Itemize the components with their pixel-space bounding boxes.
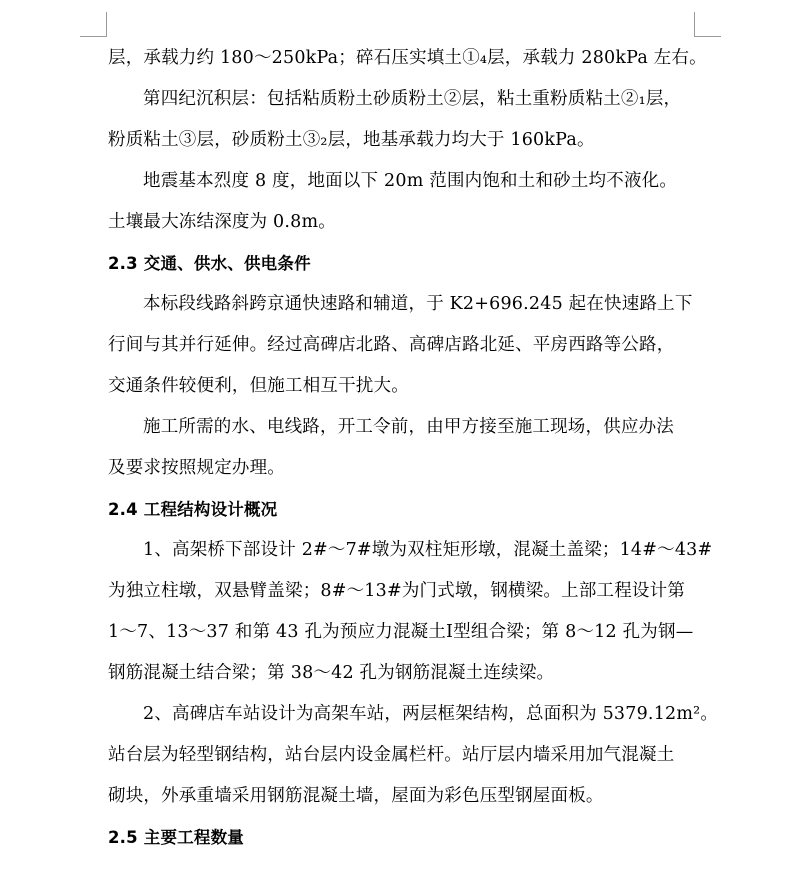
paragraph-line: 站台层为轻型钢结构，站台层内设金属栏杆。站厅层内墙采用加气混凝土 xyxy=(108,745,675,765)
paragraph-line: 地震基本烈度 8 度，地面以下 20m 范围内饱和土和砂土均不液化。 xyxy=(143,171,678,191)
paragraph-line: 及要求按照规定办理。 xyxy=(108,458,285,478)
section-heading-2-3: 2.3 交通、供水、供电条件 xyxy=(108,254,311,273)
paragraph-line: 为独立柱墩，双悬臂盖梁；8#～13#为门式墩，钢横梁。上部工程设计第 xyxy=(108,581,686,601)
paragraph-line: 1～7、13～37 和第 43 孔为预应力混凝土Ⅰ型组合梁；第 8～12 孔为钢— xyxy=(108,622,694,642)
paragraph-line: 施工所需的水、电线路，开工令前，由甲方接至施工现场，供应办法 xyxy=(143,417,674,437)
document-body xyxy=(108,38,719,858)
paragraph-line: 1、高架桥下部设计 2#～7#墩为双柱矩形墩，混凝土盖梁；14#～43# xyxy=(143,540,713,560)
section-heading-2-4: 2.4 工程结构设计概况 xyxy=(108,500,278,519)
section-heading-2-5: 2.5 主要工程数量 xyxy=(108,828,244,847)
paragraph-line: 层，承载力约 180～250kPa；碎石压实填土①₄层，承载力 280kPa 左右。 xyxy=(108,48,707,68)
paragraph-line: 第四纪沉积层：包括粘质粉土砂质粉土②层，粘土重粉质粘土②₁层， xyxy=(143,89,682,109)
paragraph-line: 行间与其并行延伸。经过高碑店北路、高碑店路北延、平房西路等公路， xyxy=(108,335,675,355)
paragraph-line: 2、高碑店车站设计为高架车站，两层框架结构，总面积为 5379.12m²。 xyxy=(143,704,719,724)
paragraph-line: 土壤最大冻结深度为 0.8m。 xyxy=(108,212,336,232)
paragraph-line: 粉质粘土③层，砂质粉土③₂层，地基承载力均大于 160kPa。 xyxy=(108,130,595,150)
page-corner-mark-left xyxy=(80,12,107,37)
paragraph-line: 交通条件较便利，但施工相互干扰大。 xyxy=(108,376,409,396)
paragraph-line: 本标段线路斜跨京通快速路和辅道，于 K2+696.245 起在快速路上下 xyxy=(143,294,693,314)
paragraph-line: 钢筋混凝土结合梁；第 38～42 孔为钢筋混凝土连续梁。 xyxy=(108,663,555,683)
paragraph-line: 砌块，外承重墙采用钢筋混凝土墙，屋面为彩色压型钢屋面板。 xyxy=(108,786,604,806)
page-corner-mark-right xyxy=(694,12,721,37)
